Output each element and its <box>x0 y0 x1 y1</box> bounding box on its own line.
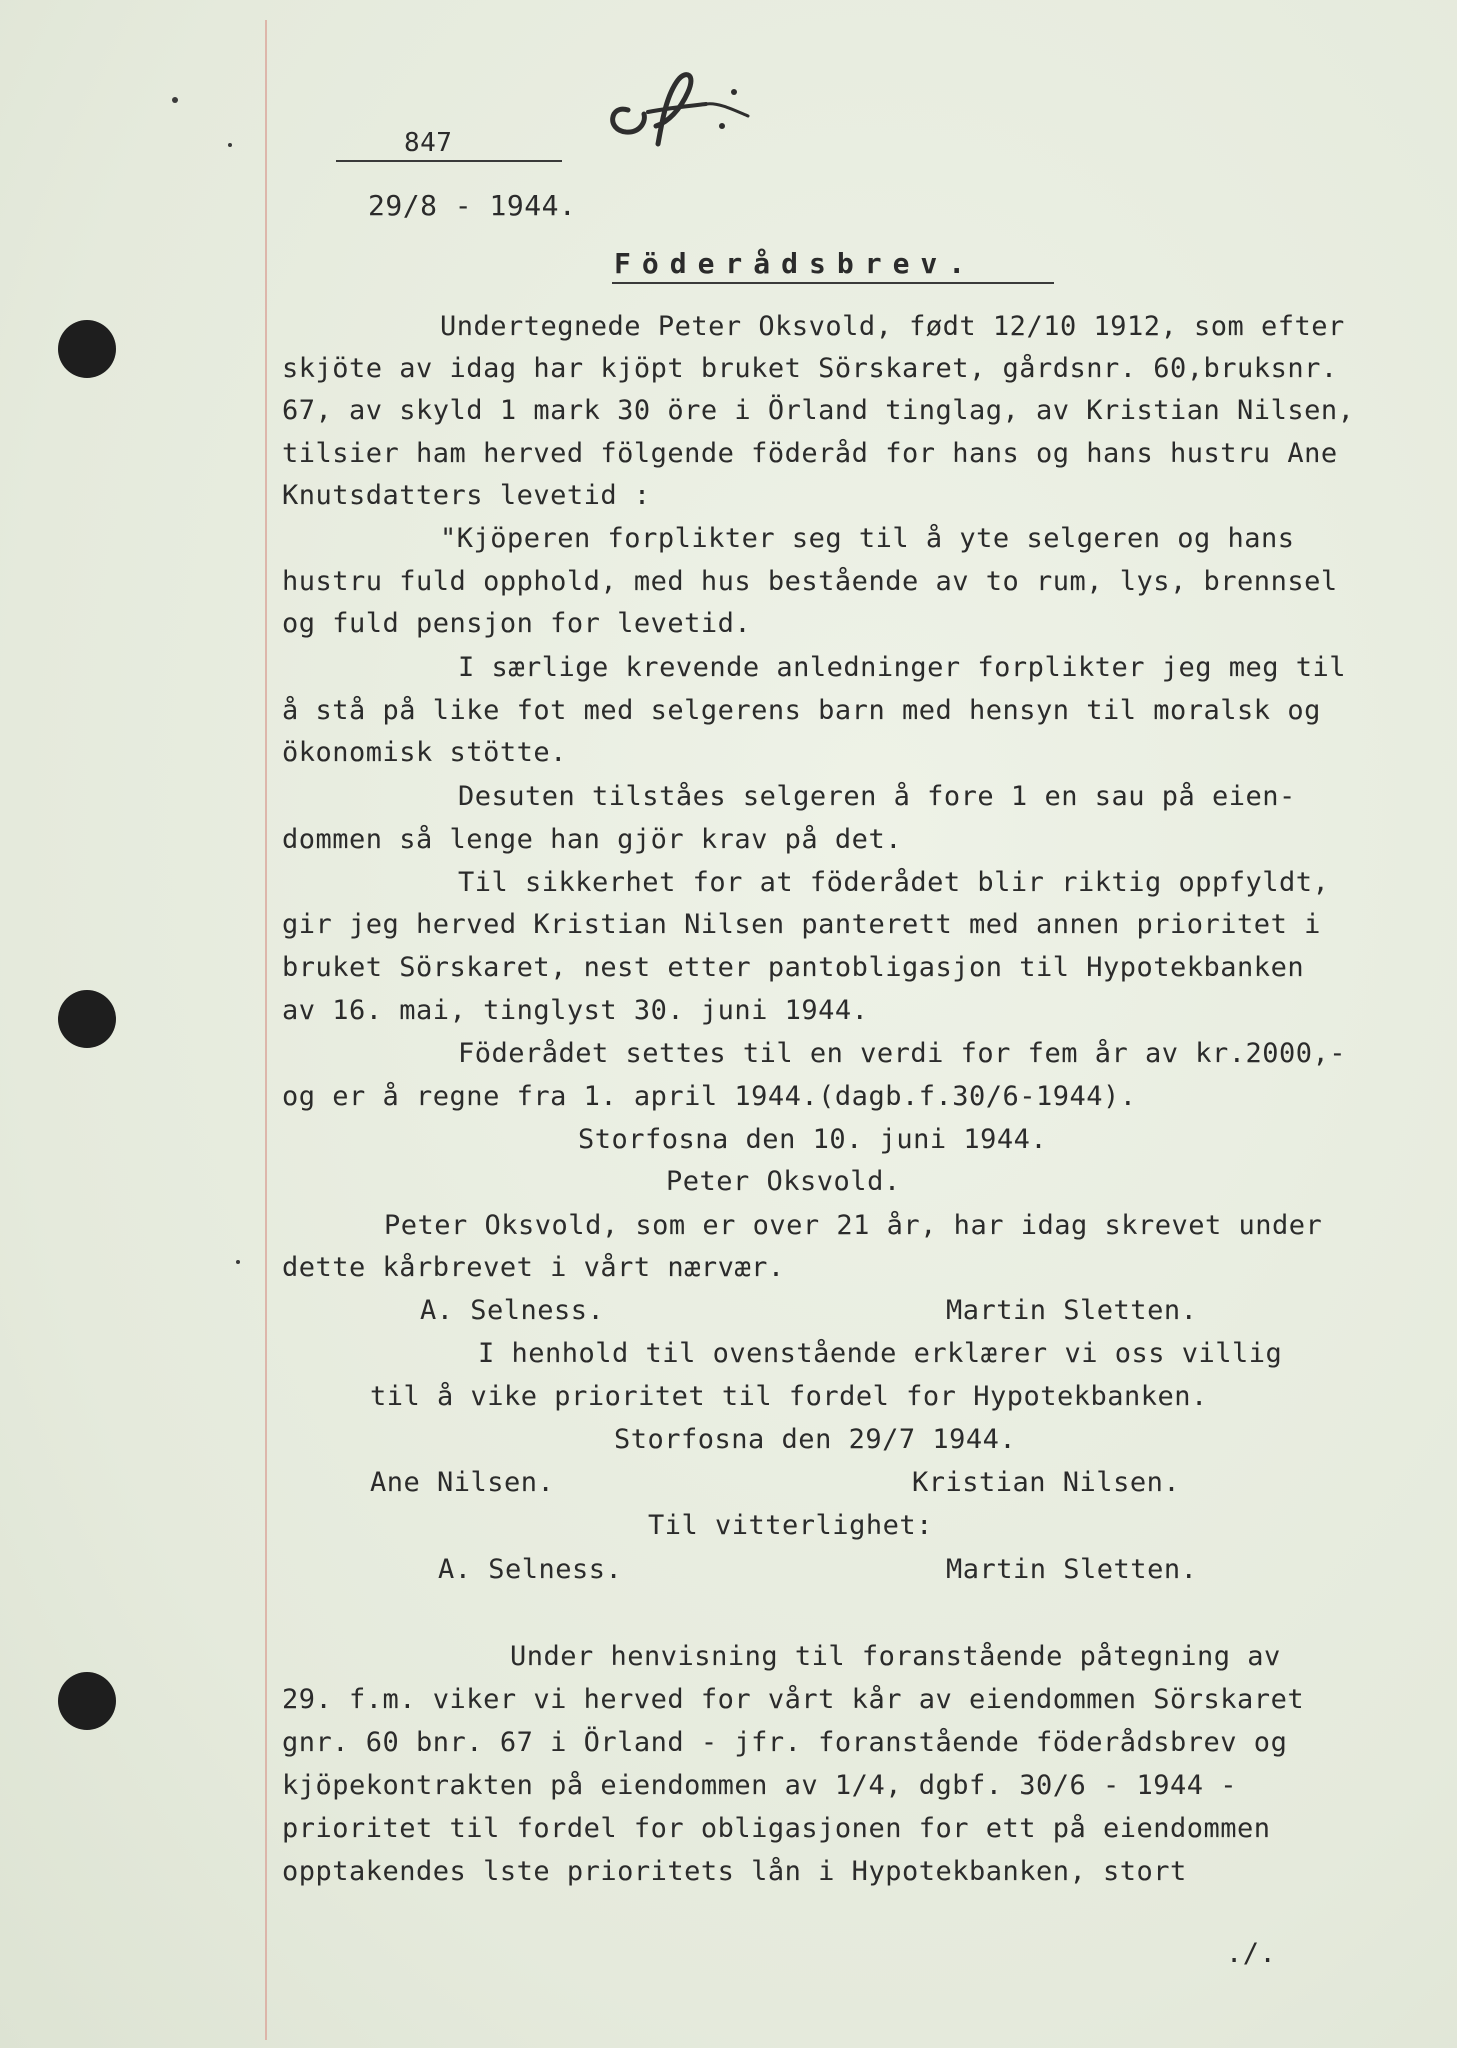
witness-name: Martin Sletten. <box>946 1295 1198 1326</box>
body-line: skjöte av idag har kjöpt bruket Sörskaret, gårdsnr. 60,bruksnr. <box>282 353 1338 384</box>
witness-name: A. Selness. <box>420 1295 605 1326</box>
body-line: I særlige krevende anledninger forplikter jeg meg til <box>458 652 1347 683</box>
body-line: gnr. 60 bnr. 67 i Örland - jfr. foranstående föderådsbrev og <box>282 1727 1288 1758</box>
body-line: gir jeg herved Kristian Nilsen panterett med annen prioritet i <box>282 909 1321 940</box>
body-line: Storfosna den 10. juni 1944. <box>578 1124 1048 1155</box>
body-line: 67, av skyld 1 mark 30 öre i Örland tinglag, av Kristian Nilsen, <box>282 395 1355 426</box>
body-line: I henhold til ovenstående erklærer vi oss villig <box>478 1338 1283 1369</box>
body-line: 29. f.m. viker vi herved for vårt kår av eiendommen Sörskaret <box>282 1684 1305 1715</box>
signature-name: Kristian Nilsen. <box>912 1467 1181 1498</box>
body-line: Föderådet settes til en verdi for fem år av kr.2000,- <box>458 1038 1347 1069</box>
body-line: Knutsdatters levetid : <box>282 480 651 511</box>
page-number: 847 <box>404 128 453 158</box>
record-date: 29/8 - 1944. <box>368 189 577 222</box>
body-line: dette kårbrevet i vårt nærvær. <box>282 1252 785 1283</box>
ink-speck <box>228 143 232 147</box>
body-line: Desuten tilståes selgeren å fore 1 en sau på eien- <box>458 781 1296 812</box>
body-line: Til vitterlighet: <box>648 1510 933 1541</box>
title-underline <box>612 282 1054 284</box>
header-rule <box>336 160 562 162</box>
body-line: Til sikkerhet for at föderådet blir riktig oppfyldt, <box>458 867 1330 898</box>
witness-name: A. Selness. <box>438 1554 623 1585</box>
punch-hole-icon <box>58 320 116 378</box>
body-line: "Kjöperen forplikter seg til å yte selgeren og hans <box>440 523 1295 554</box>
body-line: kjöpekontrakten på eiendommen av 1/4, dgbf. 30/6 - 1944 - <box>282 1770 1238 1801</box>
initials-signature-icon <box>588 52 758 162</box>
document-title: Föderådsbrev. <box>614 247 977 280</box>
body-line: dommen så lenge han gjör krav på det. <box>282 824 902 855</box>
ink-speck <box>172 97 178 103</box>
ink-speck <box>236 1260 240 1264</box>
body-line: ökonomisk stötte. <box>282 737 567 768</box>
body-line: Peter Oksvold, som er over 21 år, har idag skrevet under <box>384 1210 1323 1241</box>
continuation-mark: ./. <box>1226 1938 1277 1969</box>
body-line: Storfosna den 29/7 1944. <box>614 1424 1017 1455</box>
body-line: tilsier ham herved fölgende föderåd for hans og hans hustru Ane <box>282 438 1338 469</box>
body-line: og fuld pensjon for levetid. <box>282 608 752 639</box>
punch-hole-icon <box>58 990 116 1048</box>
body-line: å stå på like fot med selgerens barn med hensyn til moralsk og <box>282 695 1321 726</box>
body-line: og er å regne fra 1. april 1944.(dagb.f.30/6-1944). <box>282 1081 1137 1112</box>
signature-line: Peter Oksvold. <box>666 1166 901 1197</box>
body-line: bruket Sörskaret, nest etter pantobligasjon til Hypotekbanken <box>282 952 1305 983</box>
body-line: hustru fuld opphold, med hus bestående av to rum, lys, brennsel <box>282 566 1338 597</box>
body-line: av 16. mai, tinglyst 30. juni 1944. <box>282 995 869 1026</box>
signature-name: Ane Nilsen. <box>370 1467 555 1498</box>
punch-hole-icon <box>58 1672 116 1730</box>
body-line: Under henvisning til foranstående påtegning av <box>510 1641 1281 1672</box>
body-line: opptakendes lste prioritets lån i Hypotekbanken, stort <box>282 1856 1187 1887</box>
body-line: til å vike prioritet til fordel for Hypotekbanken. <box>370 1381 1208 1412</box>
body-line: prioritet til fordel for obligasjonen for ett på eiendommen <box>282 1813 1271 1844</box>
witness-name: Martin Sletten. <box>946 1554 1198 1585</box>
margin-rule <box>265 20 267 2040</box>
body-line: Undertegnede Peter Oksvold, født 12/10 1912, som efter <box>440 311 1345 342</box>
